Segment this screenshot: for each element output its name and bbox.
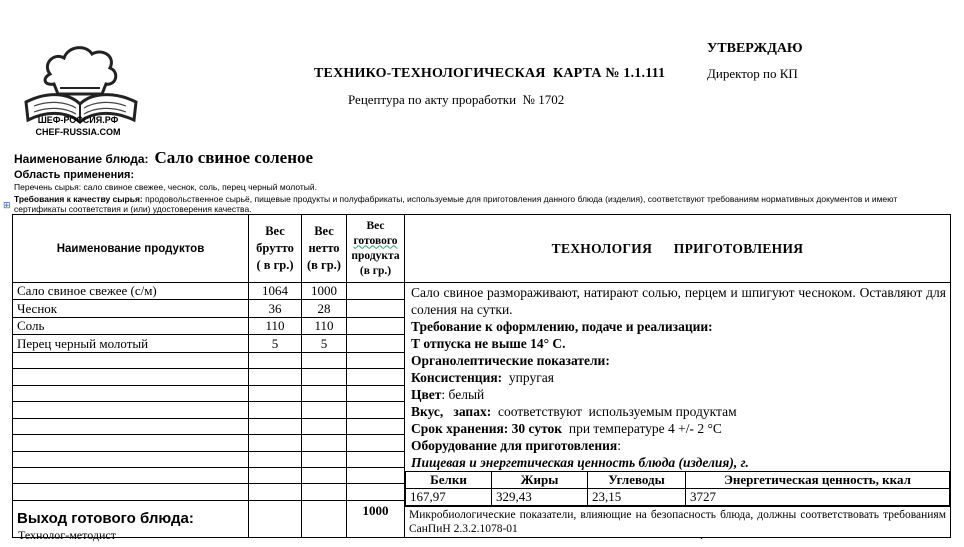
nutrition-label: Пищевая и энергетическая ценность блюда (изделия), г. [411, 455, 749, 470]
document-subtitle: Рецептура по акту проработки № 1702 [348, 92, 565, 107]
consistency-value: упругая [502, 370, 554, 385]
storage-value: при температуре 4 +/- 2 °С [562, 421, 722, 436]
empty-cell [249, 467, 302, 483]
raw-materials-text: Перечень сырья: сало свиное свежее, чеснок, соль, перец черный молотый. [14, 182, 317, 192]
empty-cell [249, 418, 302, 434]
empty-cell [302, 418, 347, 434]
ready-value [347, 317, 405, 334]
color-value: : белый [441, 387, 485, 402]
product-name: Сало свиное свежее (с/м) [13, 283, 249, 300]
empty-cell [249, 369, 302, 385]
header-gross-l1: Вес [265, 224, 285, 238]
nutr-header-energy: Энергетическая ценность, ккал [686, 472, 950, 489]
empty-cell [13, 484, 249, 500]
nutr-value-fat: 329,43 [492, 489, 588, 506]
technologist-label: Технолог-методист [18, 528, 116, 542]
microbiology-text: Микробиологические показатели, влияющие на безопасность блюда, должны соответствовать требованиям СанПиН 2.3.2.1078-01 [405, 506, 950, 537]
empty-cell [249, 500, 302, 537]
nutr-value-carbs: 23,15 [588, 489, 686, 506]
consistency-line [411, 369, 946, 386]
product-name: Перец черный молотый [13, 335, 249, 352]
nutr-value-protein: 167,97 [406, 489, 492, 506]
header-net-l3: (в гр.) [307, 258, 341, 272]
storage-label: Срок хранения: 30 суток [411, 421, 563, 436]
color-line [411, 386, 946, 403]
temperature-label: Т отпуска не выше 14° С. [411, 336, 566, 351]
header-gross-l2: брутто [256, 241, 294, 255]
design-label: Требование к оформлению, подаче и реализации: [411, 319, 713, 334]
net-value: 1000 [302, 283, 347, 300]
empty-cell [13, 435, 249, 451]
document-title: ТЕХНИКО-ТЕХНОЛОГИЧЕСКАЯ КАРТА № 1.1.111 [314, 66, 666, 81]
approval-label: УТВЕРЖДАЮ [707, 41, 803, 56]
empty-cell [249, 484, 302, 500]
product-name: Чеснок [13, 300, 249, 317]
empty-cell [347, 484, 405, 500]
signature-dot: . [700, 528, 703, 542]
dish-label: Наименование блюда: [14, 152, 149, 166]
gross-value: 1064 [249, 283, 302, 300]
net-value: 110 [302, 317, 347, 334]
quality-label: Требования к качеству сырья: [14, 194, 143, 204]
header-ready [347, 215, 405, 283]
storage-line [411, 420, 946, 437]
header-technology: ТЕХНОЛОГИЯ ПРИГОТОВЛЕНИЯ [405, 215, 951, 283]
nutr-header-protein: Белки [406, 472, 492, 489]
empty-cell [13, 369, 249, 385]
header-net-l1: Вес [314, 224, 334, 238]
header-ready-l3: продукта [351, 249, 400, 262]
logo-text-ru: ШЕФ-РОССИЯ.РФ [37, 115, 119, 125]
gross-value: 5 [249, 335, 302, 352]
empty-cell [249, 352, 302, 368]
empty-cell [302, 484, 347, 500]
equipment-line [411, 437, 946, 454]
net-value: 28 [302, 300, 347, 317]
empty-cell [347, 402, 405, 418]
quality-requirements [14, 194, 944, 214]
empty-cell [347, 467, 405, 483]
gross-value: 110 [249, 317, 302, 334]
empty-cell [347, 369, 405, 385]
dish-name: Сало свиное соленое [154, 148, 314, 167]
empty-cell [347, 451, 405, 467]
empty-cell [347, 418, 405, 434]
header-ready-l1: Вес [366, 219, 385, 232]
empty-cell [13, 402, 249, 418]
nutr-header-carbs: Углеводы [588, 472, 686, 489]
header-ready-l2: готового [353, 234, 398, 247]
empty-cell [249, 402, 302, 418]
empty-cell [13, 467, 249, 483]
empty-cell [249, 451, 302, 467]
consistency-label: Консистенция: [411, 370, 503, 385]
equipment-colon: : [617, 438, 621, 453]
tech-description: Сало свиное размораживают, натирают солью, перцем и шпигуют чесноком. Оставляют для соления на сутки. [411, 285, 946, 317]
logo-text-en: CHEF-RUSSIA.COM [35, 127, 121, 137]
dish-line [14, 148, 313, 168]
empty-cell [249, 435, 302, 451]
header-net-l2: нетто [308, 241, 340, 255]
empty-cell [302, 451, 347, 467]
empty-cell [302, 352, 347, 368]
header-gross-l3: ( в гр.) [256, 258, 294, 272]
empty-cell [347, 385, 405, 401]
net-value: 5 [302, 335, 347, 352]
taste-label: Вкус, запах: [411, 404, 492, 419]
organoleptic-label: Органолептические показатели: [411, 353, 610, 368]
header-ready-l4: (в гр.) [359, 264, 392, 277]
empty-cell [249, 385, 302, 401]
color-label: Цвет [411, 387, 442, 402]
header-net [302, 215, 347, 283]
taste-line [411, 403, 946, 420]
recipe-table [12, 214, 951, 538]
product-name: Соль [13, 317, 249, 334]
director-label: Директор по КП [707, 66, 798, 81]
empty-cell [347, 352, 405, 368]
quality-text: продовольственное сырьё, пищевые продукты и полуфабрикаты, используемые для приготовления данного блюда (изделия), соответствуют требованиям нормативных документов и имеют сертификаты соответствия и (или) удостоверения качества. [14, 194, 898, 214]
ready-value [347, 335, 405, 352]
empty-cell [13, 451, 249, 467]
empty-cell [302, 385, 347, 401]
nutr-header-fat: Жиры [492, 472, 588, 489]
empty-cell [302, 369, 347, 385]
empty-cell [302, 435, 347, 451]
taste-value: соответствуют используемым продуктам [491, 404, 737, 419]
nutrition-table [405, 471, 950, 506]
empty-cell [13, 352, 249, 368]
empty-cell [347, 435, 405, 451]
empty-cell [302, 500, 347, 537]
empty-cell [302, 402, 347, 418]
ready-value [347, 300, 405, 317]
table-move-handle-icon[interactable]: ⊞ [3, 201, 11, 211]
ready-value [347, 283, 405, 300]
empty-cell [302, 467, 347, 483]
equipment-label: Оборудование для приготовления [411, 438, 618, 453]
nutr-value-energy: 3727 [686, 489, 950, 506]
yield-label: Выход готового блюда: [13, 500, 249, 537]
yield-value: 1000 [347, 500, 405, 537]
scope-label: Область применения: [14, 169, 135, 181]
gross-value: 36 [249, 300, 302, 317]
empty-cell [13, 385, 249, 401]
header-product: Наименование продуктов [13, 215, 249, 283]
empty-cell [13, 418, 249, 434]
technology-cell [405, 283, 951, 538]
header-gross [249, 215, 302, 283]
